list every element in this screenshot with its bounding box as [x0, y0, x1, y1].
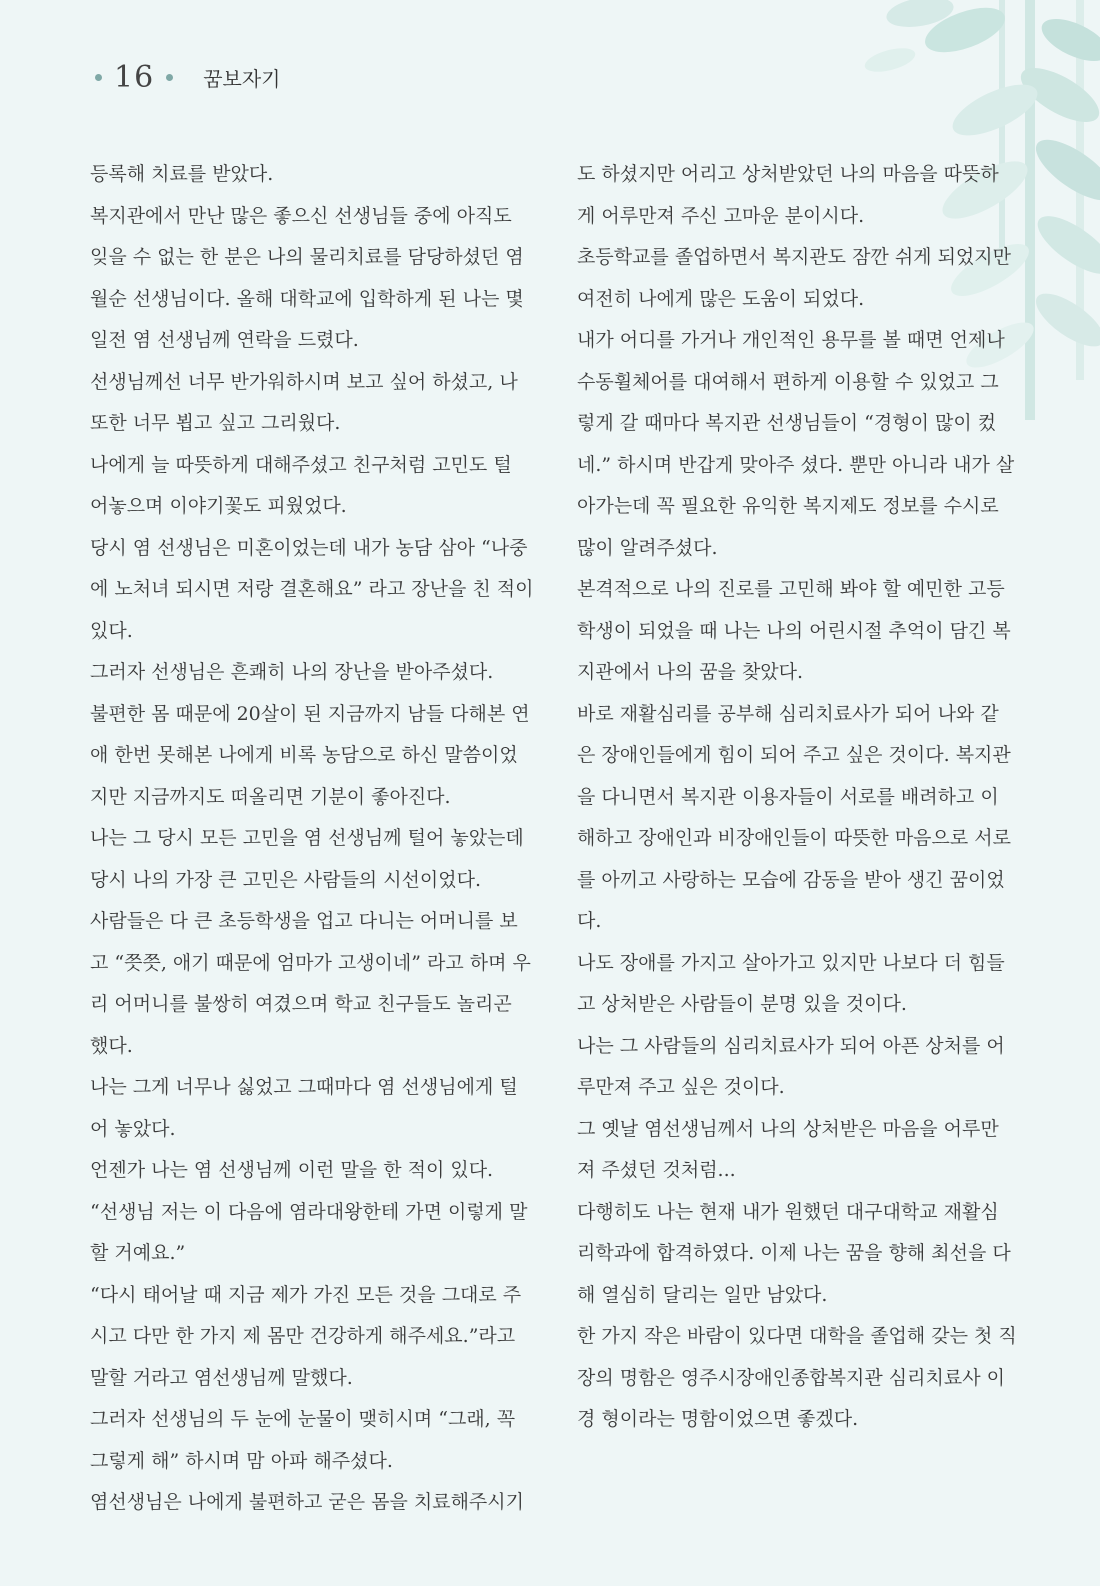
text-line: 다행히도 나는 현재 내가 원했던 대구대학교 재활심	[577, 1200, 999, 1223]
text-line: 게 어루만져 주신 고마운 분이시다.	[577, 204, 865, 227]
text-line: 리 어머니를 불쌍히 여겼으며 학교 친구들도 놀리곤	[90, 993, 512, 1015]
text-line: 그 옛날 염선생님께서 나의 상처받은 마음을 어루만	[577, 1117, 999, 1140]
text-line: 본격적으로 나의 진로를 고민해 봐야 할 예민한 고등	[577, 578, 1005, 600]
text-line: 선생님께선 너무 반가워하시며 보고 싶어 하셨고, 나	[90, 370, 518, 393]
text-line: 그렇게 해” 하시며 맘 아파 해주셨다.	[90, 1449, 393, 1472]
text-line: 당시 나의 가장 큰 고민은 사람들의 시선이었다.	[90, 868, 482, 891]
text-line: 고 상처받은 사람들이 분명 있을 것이다.	[577, 993, 907, 1015]
text-line: 당시 염 선생님은 미혼이었는데 내가 농담 삼아 “나중	[90, 536, 528, 559]
text-line: 나는 그게 너무나 싫었고 그때마다 염 선생님에게 털	[90, 1076, 518, 1098]
text-line: 렇게 갈 때마다 복지관 선생님들이 “경형이 많이 컸	[577, 412, 997, 434]
left-column	[90, 154, 535, 1524]
text-line: 져 주셨던 것처럼...	[577, 1159, 736, 1181]
text-line: 월순 선생님이다. 올해 대학교에 입학하게 된 나는 몇	[90, 287, 524, 310]
text-line: 할 거예요.”	[90, 1242, 186, 1264]
text-line: 나는 그 사람들의 심리치료사가 되어 아픈 상처를 어	[577, 1034, 1005, 1057]
text-line: 어놓으며 이야기꽃도 피웠었다.	[90, 495, 347, 517]
text-line: 도 하셨지만 어리고 상처받았던 나의 마음을 따뜻하	[577, 163, 999, 185]
text-line: 나도 장애를 가지고 살아가고 있지만 나보다 더 힘들	[577, 951, 1005, 974]
text-line: 잊을 수 없는 한 분은 나의 물리치료를 담당하셨던 염	[90, 246, 524, 268]
text-line: 고 “쯧쯧, 애기 때문에 엄마가 고생이네” 라고 하며 우	[90, 951, 531, 974]
text-line: “선생님 저는 이 다음에 염라대왕한테 가면 이렇게 말	[90, 1200, 528, 1223]
text-line: 있다.	[90, 619, 133, 642]
text-line: 수동휠체어를 대여해서 편하게 이용할 수 있었고 그	[577, 370, 999, 393]
text-line: 또한 너무 뵙고 싶고 그리웠다.	[90, 412, 341, 434]
text-line: 네.” 하시며 반갑게 맞아주 셨다. 뿐만 아니라 내가 살	[577, 453, 1015, 476]
bullet-dot	[95, 74, 102, 81]
text-line: 바로 재활심리를 공부해 심리치료사가 되어 나와 같	[577, 702, 999, 725]
text-line: 장의 명함은 영주시장애인종합복지관 심리치료사 이	[577, 1366, 1005, 1389]
text-line: 나에게 늘 따뜻하게 대해주셨고 친구처럼 고민도 털	[90, 453, 512, 476]
text-line: 지만 지금까지도 떠올리면 기분이 좋아진다.	[90, 785, 451, 808]
bullet-dot	[166, 74, 173, 81]
page-number: 16	[114, 60, 155, 95]
text-line: 초등학교를 졸업하면서 복지관도 잠깐 쉬게 되었지만	[577, 246, 1011, 268]
text-line: 내가 어디를 가거나 개인적인 용무를 볼 때면 언제나	[577, 329, 1005, 351]
text-line: 경 형이라는 명함이었으면 좋겠다.	[577, 1408, 859, 1430]
text-line: 시고 다만 한 가지 제 몸만 건강하게 해주세요.”라고	[90, 1325, 516, 1347]
text-line: 등록해 치료를 받았다.	[90, 163, 274, 185]
right-column	[577, 154, 1025, 1441]
section-title: 꿈보자기	[203, 67, 281, 91]
text-line: 많이 알려주셨다.	[577, 536, 718, 559]
text-line: 복지관에서 만난 많은 좋으신 선생님들 중에 아직도	[90, 204, 512, 227]
text-line: 지관에서 나의 꿈을 찾았다.	[577, 661, 804, 683]
text-line: 그러자 선생님의 두 눈에 눈물이 맺히시며 “그래, 꼭	[90, 1408, 516, 1430]
text-line: 은 장애인들에게 힘이 되어 주고 싶은 것이다. 복지관	[577, 744, 1011, 766]
text-line: 사람들은 다 큰 초등학생을 업고 다니는 어머니를 보	[90, 910, 518, 932]
text-line: 해하고 장애인과 비장애인들이 따뜻한 마음으로 서로	[577, 827, 1011, 849]
text-line: 를 아끼고 사랑하는 모습에 감동을 받아 생긴 꿈이었	[577, 868, 1005, 891]
text-line: 나는 그 당시 모든 고민을 염 선생님께 털어 놓았는데	[90, 827, 524, 849]
text-line: 언젠가 나는 염 선생님께 이런 말을 한 적이 있다.	[90, 1159, 494, 1181]
text-line: 말할 거라고 염선생님께 말했다.	[90, 1366, 353, 1389]
text-line: 에 노처녀 되시면 저랑 결혼해요” 라고 장난을 친 적이	[90, 578, 534, 600]
text-line: 루만져 주고 싶은 것이다.	[577, 1076, 785, 1098]
text-line: 다.	[577, 910, 602, 932]
text-line: 일전 염 선생님께 연락을 드렸다.	[90, 329, 359, 351]
text-line: 아가는데 꼭 필요한 유익한 복지제도 정보를 수시로	[577, 495, 999, 517]
text-line: “다시 태어날 때 지금 제가 가진 모든 것을 그대로 주	[90, 1283, 522, 1306]
text-line: 했다.	[90, 1034, 133, 1057]
text-line: 학생이 되었을 때 나는 나의 어린시절 추억이 담긴 복	[577, 619, 1011, 642]
text-line: 애 한번 못해본 나에게 비록 농담으로 하신 말씀이었	[90, 744, 518, 766]
text-line: 그러자 선생님은 흔쾌히 나의 장난을 받아주셨다.	[90, 661, 494, 683]
text-line: 리학과에 합격하였다. 이제 나는 꿈을 향해 최선을 다	[577, 1242, 1011, 1264]
page-header	[95, 60, 280, 95]
text-line: 한 가지 작은 바람이 있다면 대학을 졸업해 갖는 첫 직	[577, 1325, 1017, 1347]
text-line: 여전히 나에게 많은 도움이 되었다.	[577, 287, 865, 310]
text-line: 해 열심히 달리는 일만 남았다.	[577, 1283, 828, 1306]
text-line: 을 다니면서 복지관 이용자들이 서로를 배려하고 이	[577, 785, 999, 808]
text-line: 염선생님은 나에게 불편하고 굳은 몸을 치료해주시기	[90, 1491, 524, 1513]
text-line: 불편한 몸 때문에 20살이 된 지금까지 남들 다해본 연	[90, 702, 530, 725]
text-line: 어 놓았다.	[90, 1117, 176, 1140]
